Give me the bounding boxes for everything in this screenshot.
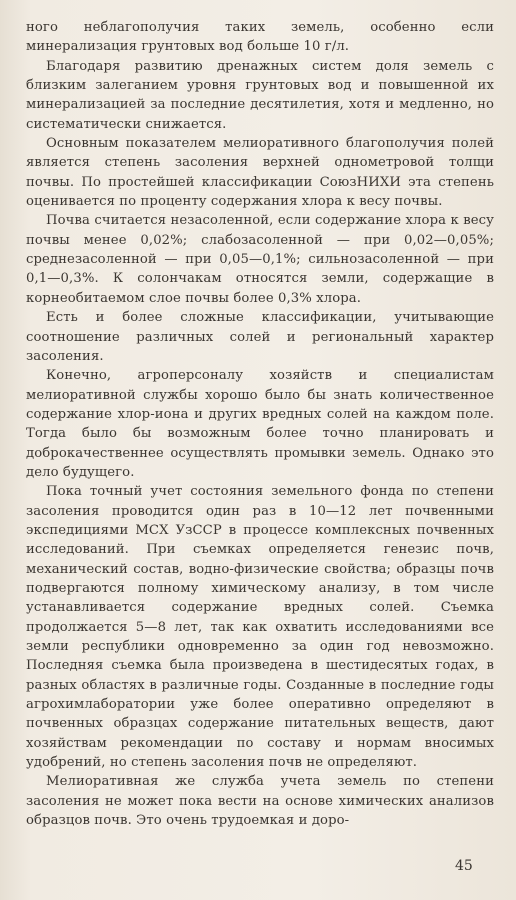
paragraph-2: Благодаря развитию дренажных систем доля земель с близким залеганием уровня грунтовых вод и повышенной их минерализацией за последние десятилетия, хотя и медленно, но систематически снижается. <box>26 58 494 132</box>
body-text <box>26 18 494 830</box>
page-number: 45 <box>455 858 473 874</box>
paragraph-6: Конечно, агроперсоналу хозяйств и специалистам мелиоративной службы хорошо было бы знать количественное содержание хлор-иона и других вредных солей на каждом поле. Тогда было бы возможным более точно планировать и доброкачественнее осуществлять промывки земель. Однако это дело будущего. <box>26 368 494 480</box>
paragraph-5: Есть и более сложные классификации, учитывающие соотношение различных солей и региональный характер засоления. <box>26 310 494 364</box>
paragraph-8: Мелиоративная же служба учета земель по степени засоления не может пока вести на основе химических анализов образцов почв. Это очень трудоемкая и доро- <box>26 774 494 829</box>
paragraph-4: Почва считается незасоленной, если содержание хлора к весу почвы менее 0,02%; слабозасоленной — при 0,02—0,05%; среднезасоленной — при 0,05—0,1%; сильнозасоленной — при 0,1—0,3%. К солончакам относятся земли, содержащие в корнеобитаемом слое почвы более 0,3% хлора. <box>26 213 494 306</box>
paragraph-1: ного неблагополучия таких земель, особенно если минерализация грунтовых вод больше 10 г/л. <box>26 20 494 55</box>
paragraph-7: Пока точный учет состояния земельного фонда по степени засоления проводится один раз в 10—12 лет почвенными экспедициями МСХ УзССР в процессе комплексных почвенных исследований. При съемках определяется генезис почв, механический состав, водно-физические свойства; образцы почв подвергаются полному химическому анализу, в том числе устанавливается содержание вредных солей. Съемка продолжается 5—8 лет, так как охватить исследованиями все земли республики одновременно за один год невозможно. Последняя съемка была произведена в шестидесятых годах, в разных областях в различные годы. Созданные в последние годы агрохимлаборатории уже более оперативно определяют в почвенных образцах содержание питательных веществ, дают хозяйствам рекомендации по составу и нормам вносимых удобрений, но степень засоления почв не определяют. <box>26 484 494 771</box>
paragraph-3: Основным показателем мелиоративного благополучия полей является степень засоления верхней однометровой толщи почвы. По простейшей классификации СоюзНИХИ эта степень оценивается по проценту содержания хлора к весу почвы. <box>26 136 494 210</box>
